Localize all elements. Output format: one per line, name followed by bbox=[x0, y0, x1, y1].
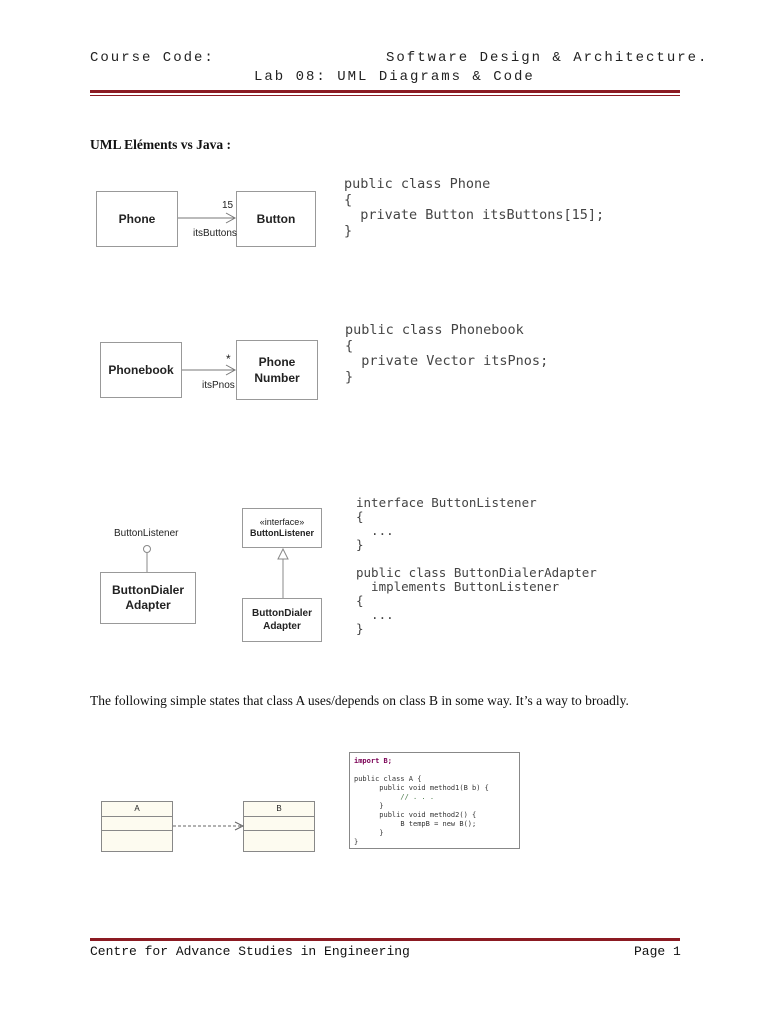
adapter-right-line2: Adapter bbox=[263, 621, 301, 632]
code-line: // . . . bbox=[354, 793, 435, 801]
class-b bbox=[243, 801, 315, 852]
code-phone bbox=[344, 177, 604, 239]
code-line: public class ButtonDialerAdapter bbox=[356, 565, 597, 580]
class-button-dialer-adapter-left bbox=[100, 572, 196, 624]
code-line: } bbox=[354, 802, 384, 810]
code-line: public class Phone bbox=[344, 176, 491, 192]
code-line: } bbox=[345, 368, 354, 385]
code-line: private Button itsButtons[15]; bbox=[344, 207, 605, 224]
dependency-arrow bbox=[173, 819, 245, 833]
paragraph-dependency: The following simple states that class A uses/depends on class B in some way. It’s a way to broadly. bbox=[90, 693, 629, 708]
code-line: interface ButtonListener bbox=[356, 495, 537, 510]
class-a bbox=[101, 801, 173, 852]
header-course-code: Course Code: bbox=[90, 50, 215, 66]
class-a-attributes bbox=[102, 817, 172, 831]
class-phonebook bbox=[100, 342, 182, 398]
code-line: private Vector itsPnos; bbox=[345, 353, 549, 370]
code-line: } bbox=[354, 829, 384, 837]
class-a-name: A bbox=[102, 802, 172, 817]
interface-stereotype: «interface» bbox=[259, 517, 305, 527]
code-line: B tempB = new B(); bbox=[354, 820, 477, 828]
section-title: UML Eléments vs Java : bbox=[90, 137, 231, 152]
class-phone-label: Phone bbox=[118, 212, 156, 226]
code-line: } bbox=[356, 621, 364, 636]
code-line: public class A { bbox=[354, 775, 422, 783]
lollipop-interface-icon bbox=[140, 543, 154, 573]
code-line: public void method2() { bbox=[354, 811, 477, 819]
footer-rule bbox=[90, 938, 680, 941]
role-its-pnos: itsPnos bbox=[202, 380, 235, 391]
footer-institution: Centre for Advance Studies in Engineering bbox=[90, 944, 410, 959]
code-line: } bbox=[356, 537, 364, 552]
code-line: ... bbox=[356, 607, 394, 622]
code-dependency bbox=[349, 752, 520, 849]
adapter-line2: Adapter bbox=[125, 598, 171, 612]
header-course-title: Software Design & Architecture. bbox=[386, 50, 709, 66]
code-line: implements ButtonListener bbox=[356, 579, 560, 594]
code-line: public void method1(B b) { bbox=[354, 784, 489, 792]
class-b-name: B bbox=[244, 802, 314, 817]
header-lab-title: Lab 08: UML Diagrams & Code bbox=[254, 69, 535, 85]
class-phone-number-line1: Phone bbox=[258, 355, 296, 369]
class-phone-number-line2: Number bbox=[254, 371, 300, 385]
code-line: public class Phonebook bbox=[345, 322, 524, 338]
header-rule-thick bbox=[90, 90, 680, 93]
code-line bbox=[354, 766, 515, 775]
code-line bbox=[356, 552, 597, 566]
code-line: { bbox=[345, 337, 354, 354]
realization-arrow bbox=[276, 548, 290, 598]
class-b-attributes bbox=[244, 817, 314, 831]
code-line: } bbox=[344, 222, 353, 239]
code-interface bbox=[356, 496, 597, 636]
class-phone-number bbox=[236, 340, 318, 400]
code-phonebook bbox=[345, 323, 548, 385]
association-arrow-1 bbox=[178, 211, 238, 225]
code-line: { bbox=[356, 509, 364, 524]
footer-page-number: Page 1 bbox=[634, 944, 681, 959]
code-line: { bbox=[356, 593, 364, 608]
adapter-right-line1: ButtonDialer bbox=[252, 608, 312, 619]
interface-name: ButtonListener bbox=[250, 528, 314, 538]
class-phone bbox=[96, 191, 178, 247]
class-button-label: Button bbox=[256, 212, 296, 226]
code-line: { bbox=[344, 191, 353, 208]
class-button-dialer-adapter-right bbox=[242, 598, 322, 642]
code-line: import B; bbox=[354, 757, 392, 765]
multiplicity-15: 15 bbox=[222, 200, 234, 211]
class-phonebook-label: Phonebook bbox=[108, 363, 174, 377]
code-line: } bbox=[354, 838, 359, 846]
code-line: ... bbox=[356, 523, 394, 538]
multiplicity-star: * bbox=[226, 352, 231, 366]
adapter-line1: ButtonDialer bbox=[112, 583, 184, 597]
class-button bbox=[236, 191, 316, 247]
lollipop-label: ButtonListener bbox=[114, 528, 179, 539]
role-its-buttons: itsButtons bbox=[193, 228, 237, 239]
interface-button-listener bbox=[242, 508, 322, 548]
header-rule-thin bbox=[90, 95, 680, 96]
